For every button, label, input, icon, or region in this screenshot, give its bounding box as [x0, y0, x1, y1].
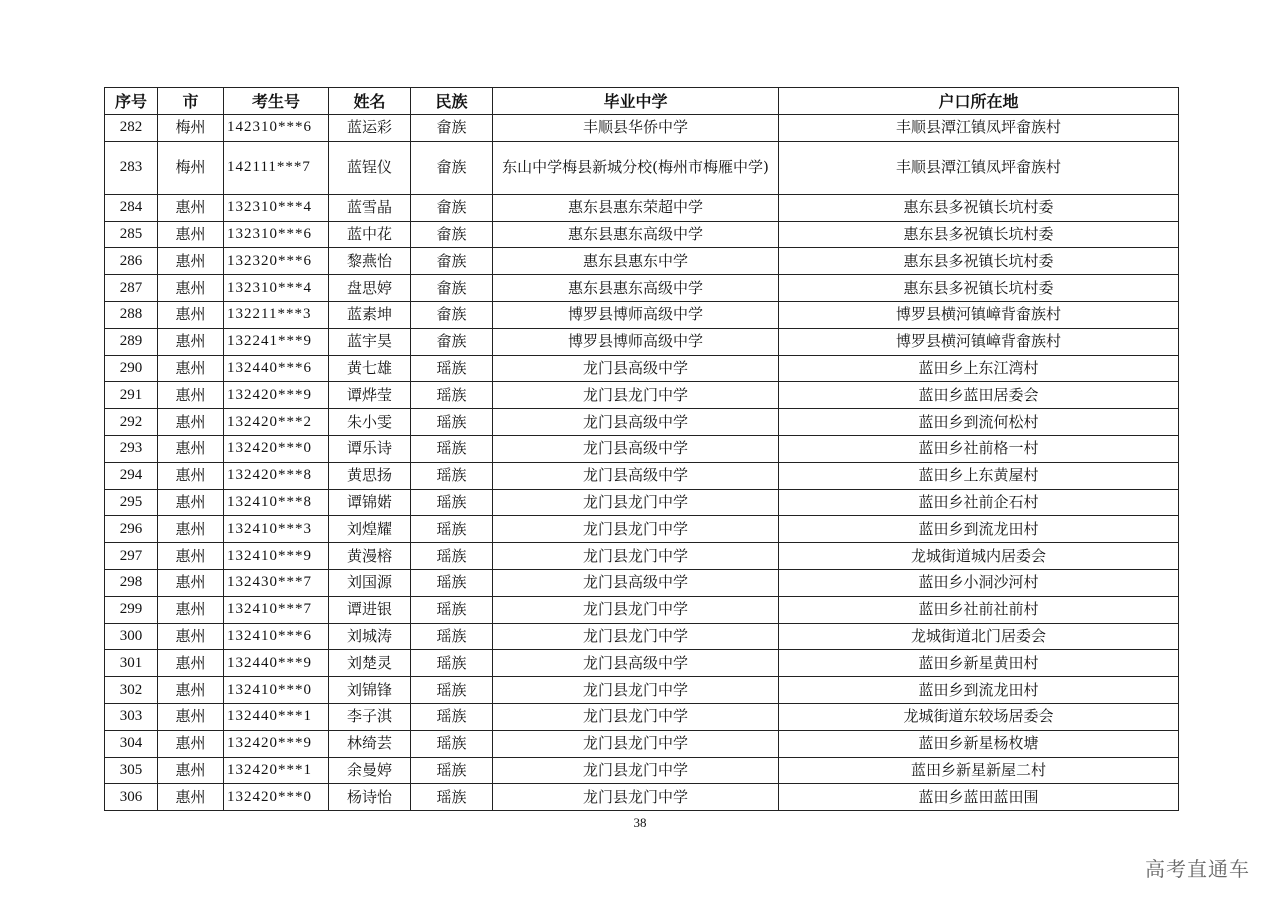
cell-city: 惠州: [158, 328, 224, 355]
cell-name: 蓝中花: [329, 221, 411, 248]
table-row: [105, 435, 1179, 462]
cell-ethnicity: 瑶族: [411, 382, 493, 409]
cell-exam-id: 132410***7: [224, 596, 329, 623]
cell-name: 谭锦婼: [329, 489, 411, 516]
cell-exam-id: 132410***9: [224, 543, 329, 570]
table-row: [105, 328, 1179, 355]
cell-school: 龙门县龙门中学: [493, 543, 779, 570]
table-row: [105, 677, 1179, 704]
cell-city: 惠州: [158, 301, 224, 328]
cell-ethnicity: 畲族: [411, 328, 493, 355]
cell-exam-id: 132211***3: [224, 301, 329, 328]
table-row: [105, 248, 1179, 275]
table-row: [105, 650, 1179, 677]
cell-city: 惠州: [158, 355, 224, 382]
table-header-row: [105, 88, 1179, 115]
cell-residence: 蓝田乡上东黄屋村: [779, 462, 1179, 489]
cell-city: 惠州: [158, 650, 224, 677]
cell-residence: 蓝田乡蓝田居委会: [779, 382, 1179, 409]
cell-seq: 291: [105, 382, 158, 409]
cell-residence: 丰顺县潭江镇凤坪畲族村: [779, 115, 1179, 142]
cell-name: 李子淇: [329, 703, 411, 730]
cell-exam-id: 142310***6: [224, 115, 329, 142]
table-row: [105, 409, 1179, 436]
cell-seq: 294: [105, 462, 158, 489]
cell-name: 盘思婷: [329, 275, 411, 302]
cell-exam-id: 142111***7: [224, 141, 329, 194]
cell-city: 惠州: [158, 730, 224, 757]
cell-city: 梅州: [158, 141, 224, 194]
cell-city: 惠州: [158, 543, 224, 570]
cell-city: 梅州: [158, 115, 224, 142]
cell-seq: 305: [105, 757, 158, 784]
cell-seq: 288: [105, 301, 158, 328]
cell-school: 龙门县龙门中学: [493, 516, 779, 543]
cell-exam-id: 132320***6: [224, 248, 329, 275]
cell-seq: 293: [105, 435, 158, 462]
cell-city: 惠州: [158, 194, 224, 221]
cell-name: 余曼婷: [329, 757, 411, 784]
header-residence: 户口所在地: [779, 88, 1179, 115]
cell-name: 蓝宇昊: [329, 328, 411, 355]
cell-seq: 285: [105, 221, 158, 248]
cell-ethnicity: 瑶族: [411, 650, 493, 677]
table-row: [105, 569, 1179, 596]
cell-seq: 292: [105, 409, 158, 436]
cell-residence: 蓝田乡蓝田蓝田围: [779, 784, 1179, 811]
cell-seq: 282: [105, 115, 158, 142]
cell-seq: 303: [105, 703, 158, 730]
cell-residence: 惠东县多祝镇长坑村委: [779, 221, 1179, 248]
cell-name: 林绮芸: [329, 730, 411, 757]
cell-school: 龙门县龙门中学: [493, 596, 779, 623]
cell-residence: 蓝田乡上东江湾村: [779, 355, 1179, 382]
cell-school: 龙门县龙门中学: [493, 489, 779, 516]
cell-name: 黄七雄: [329, 355, 411, 382]
table-row: [105, 489, 1179, 516]
cell-residence: 博罗县横河镇嶂背畲族村: [779, 301, 1179, 328]
cell-exam-id: 132241***9: [224, 328, 329, 355]
header-exam-id: 考生号: [224, 88, 329, 115]
cell-exam-id: 132410***6: [224, 623, 329, 650]
cell-ethnicity: 瑶族: [411, 543, 493, 570]
cell-name: 黎燕怡: [329, 248, 411, 275]
cell-school: 龙门县高级中学: [493, 435, 779, 462]
cell-name: 刘楚灵: [329, 650, 411, 677]
cell-seq: 290: [105, 355, 158, 382]
cell-residence: 蓝田乡新星杨枚塘: [779, 730, 1179, 757]
cell-residence: 蓝田乡社前企石村: [779, 489, 1179, 516]
cell-name: 刘锦锋: [329, 677, 411, 704]
header-city: 市: [158, 88, 224, 115]
cell-exam-id: 132420***9: [224, 382, 329, 409]
cell-exam-id: 132420***9: [224, 730, 329, 757]
table-row: [105, 301, 1179, 328]
cell-city: 惠州: [158, 677, 224, 704]
roster-table: [104, 87, 1179, 811]
cell-ethnicity: 瑶族: [411, 703, 493, 730]
cell-school: 博罗县博师高级中学: [493, 328, 779, 355]
header-name: 姓名: [329, 88, 411, 115]
cell-school: 龙门县龙门中学: [493, 623, 779, 650]
watermark: 高考直通车: [1145, 857, 1250, 881]
cell-residence: 蓝田乡社前格一村: [779, 435, 1179, 462]
cell-exam-id: 132440***9: [224, 650, 329, 677]
cell-school: 龙门县龙门中学: [493, 784, 779, 811]
cell-residence: 蓝田乡到流何松村: [779, 409, 1179, 436]
cell-residence: 惠东县多祝镇长坑村委: [779, 194, 1179, 221]
cell-exam-id: 132420***1: [224, 757, 329, 784]
cell-city: 惠州: [158, 516, 224, 543]
cell-ethnicity: 畲族: [411, 221, 493, 248]
table-row: [105, 355, 1179, 382]
cell-school: 龙门县高级中学: [493, 409, 779, 436]
cell-school: 龙门县高级中学: [493, 462, 779, 489]
cell-ethnicity: 瑶族: [411, 596, 493, 623]
header-ethnicity: 民族: [411, 88, 493, 115]
cell-city: 惠州: [158, 248, 224, 275]
cell-ethnicity: 瑶族: [411, 409, 493, 436]
cell-name: 杨诗怡: [329, 784, 411, 811]
cell-ethnicity: 畲族: [411, 115, 493, 142]
cell-city: 惠州: [158, 435, 224, 462]
cell-residence: 龙城街道城内居委会: [779, 543, 1179, 570]
cell-school: 东山中学梅县新城分校(梅州市梅雁中学): [493, 141, 779, 194]
cell-exam-id: 132410***3: [224, 516, 329, 543]
cell-school: 龙门县龙门中学: [493, 757, 779, 784]
cell-residence: 惠东县多祝镇长坑村委: [779, 248, 1179, 275]
cell-exam-id: 132420***0: [224, 784, 329, 811]
cell-name: 蓝锃仪: [329, 141, 411, 194]
cell-name: 朱小雯: [329, 409, 411, 436]
cell-school: 龙门县龙门中学: [493, 730, 779, 757]
cell-exam-id: 132420***2: [224, 409, 329, 436]
cell-city: 惠州: [158, 462, 224, 489]
cell-name: 黄思扬: [329, 462, 411, 489]
table-row: [105, 596, 1179, 623]
cell-ethnicity: 瑶族: [411, 489, 493, 516]
table-row: [105, 462, 1179, 489]
cell-seq: 304: [105, 730, 158, 757]
cell-school: 龙门县高级中学: [493, 569, 779, 596]
cell-school: 龙门县高级中学: [493, 355, 779, 382]
cell-ethnicity: 瑶族: [411, 516, 493, 543]
cell-ethnicity: 瑶族: [411, 784, 493, 811]
cell-residence: 龙城街道北门居委会: [779, 623, 1179, 650]
cell-ethnicity: 瑶族: [411, 435, 493, 462]
table-row: [105, 275, 1179, 302]
cell-seq: 296: [105, 516, 158, 543]
cell-name: 刘国源: [329, 569, 411, 596]
cell-residence: 蓝田乡新星新屋二村: [779, 757, 1179, 784]
cell-exam-id: 132420***8: [224, 462, 329, 489]
cell-ethnicity: 畲族: [411, 194, 493, 221]
cell-name: 蓝素坤: [329, 301, 411, 328]
cell-residence: 博罗县横河镇嶂背畲族村: [779, 328, 1179, 355]
page-number: 38: [633, 815, 647, 830]
table-row: [105, 784, 1179, 811]
cell-seq: 286: [105, 248, 158, 275]
cell-seq: 306: [105, 784, 158, 811]
cell-name: 蓝雪晶: [329, 194, 411, 221]
cell-seq: 297: [105, 543, 158, 570]
cell-seq: 283: [105, 141, 158, 194]
cell-seq: 287: [105, 275, 158, 302]
cell-name: 谭进银: [329, 596, 411, 623]
cell-city: 惠州: [158, 489, 224, 516]
header-seq: 序号: [105, 88, 158, 115]
header-school: 毕业中学: [493, 88, 779, 115]
cell-ethnicity: 畲族: [411, 301, 493, 328]
table-row: [105, 757, 1179, 784]
cell-school: 惠东县惠东高级中学: [493, 221, 779, 248]
cell-ethnicity: 瑶族: [411, 677, 493, 704]
cell-exam-id: 132440***1: [224, 703, 329, 730]
table-row: [105, 115, 1179, 142]
cell-name: 刘城涛: [329, 623, 411, 650]
cell-residence: 蓝田乡社前社前村: [779, 596, 1179, 623]
cell-exam-id: 132430***7: [224, 569, 329, 596]
cell-exam-id: 132440***6: [224, 355, 329, 382]
cell-ethnicity: 瑶族: [411, 623, 493, 650]
cell-ethnicity: 畲族: [411, 141, 493, 194]
cell-city: 惠州: [158, 784, 224, 811]
cell-ethnicity: 瑶族: [411, 730, 493, 757]
cell-residence: 龙城街道东较场居委会: [779, 703, 1179, 730]
cell-residence: 蓝田乡新星黄田村: [779, 650, 1179, 677]
cell-city: 惠州: [158, 221, 224, 248]
cell-name: 蓝运彩: [329, 115, 411, 142]
table-row: [105, 703, 1179, 730]
cell-school: 龙门县高级中学: [493, 650, 779, 677]
cell-ethnicity: 瑶族: [411, 462, 493, 489]
cell-name: 谭烨莹: [329, 382, 411, 409]
cell-exam-id: 132310***6: [224, 221, 329, 248]
cell-city: 惠州: [158, 409, 224, 436]
cell-city: 惠州: [158, 596, 224, 623]
cell-city: 惠州: [158, 569, 224, 596]
cell-school: 惠东县惠东高级中学: [493, 275, 779, 302]
cell-school: 惠东县惠东中学: [493, 248, 779, 275]
cell-city: 惠州: [158, 275, 224, 302]
cell-city: 惠州: [158, 703, 224, 730]
cell-ethnicity: 瑶族: [411, 569, 493, 596]
cell-exam-id: 132310***4: [224, 194, 329, 221]
cell-school: 惠东县惠东荣超中学: [493, 194, 779, 221]
cell-seq: 295: [105, 489, 158, 516]
cell-city: 惠州: [158, 382, 224, 409]
cell-seq: 299: [105, 596, 158, 623]
cell-name: 黄漫榕: [329, 543, 411, 570]
cell-school: 龙门县龙门中学: [493, 677, 779, 704]
cell-city: 惠州: [158, 623, 224, 650]
cell-seq: 300: [105, 623, 158, 650]
cell-exam-id: 132410***0: [224, 677, 329, 704]
cell-residence: 蓝田乡到流龙田村: [779, 516, 1179, 543]
table-row: [105, 141, 1179, 194]
cell-school: 丰顺县华侨中学: [493, 115, 779, 142]
table-row: [105, 543, 1179, 570]
cell-seq: 284: [105, 194, 158, 221]
table-row: [105, 623, 1179, 650]
cell-school: 龙门县龙门中学: [493, 382, 779, 409]
cell-exam-id: 132420***0: [224, 435, 329, 462]
cell-school: 博罗县博师高级中学: [493, 301, 779, 328]
cell-ethnicity: 瑶族: [411, 355, 493, 382]
cell-ethnicity: 瑶族: [411, 757, 493, 784]
cell-residence: 惠东县多祝镇长坑村委: [779, 275, 1179, 302]
table-row: [105, 221, 1179, 248]
table-row: [105, 516, 1179, 543]
cell-ethnicity: 畲族: [411, 248, 493, 275]
cell-seq: 302: [105, 677, 158, 704]
cell-name: 谭乐诗: [329, 435, 411, 462]
cell-residence: 蓝田乡小洞沙河村: [779, 569, 1179, 596]
cell-ethnicity: 畲族: [411, 275, 493, 302]
cell-seq: 301: [105, 650, 158, 677]
cell-exam-id: 132310***4: [224, 275, 329, 302]
cell-city: 惠州: [158, 757, 224, 784]
table-row: [105, 730, 1179, 757]
cell-residence: 丰顺县潭江镇凤坪畲族村: [779, 141, 1179, 194]
cell-seq: 289: [105, 328, 158, 355]
table-row: [105, 382, 1179, 409]
cell-residence: 蓝田乡到流龙田村: [779, 677, 1179, 704]
table-row: [105, 194, 1179, 221]
cell-seq: 298: [105, 569, 158, 596]
cell-name: 刘煌耀: [329, 516, 411, 543]
table-body: [105, 115, 1179, 811]
cell-school: 龙门县龙门中学: [493, 703, 779, 730]
cell-exam-id: 132410***8: [224, 489, 329, 516]
